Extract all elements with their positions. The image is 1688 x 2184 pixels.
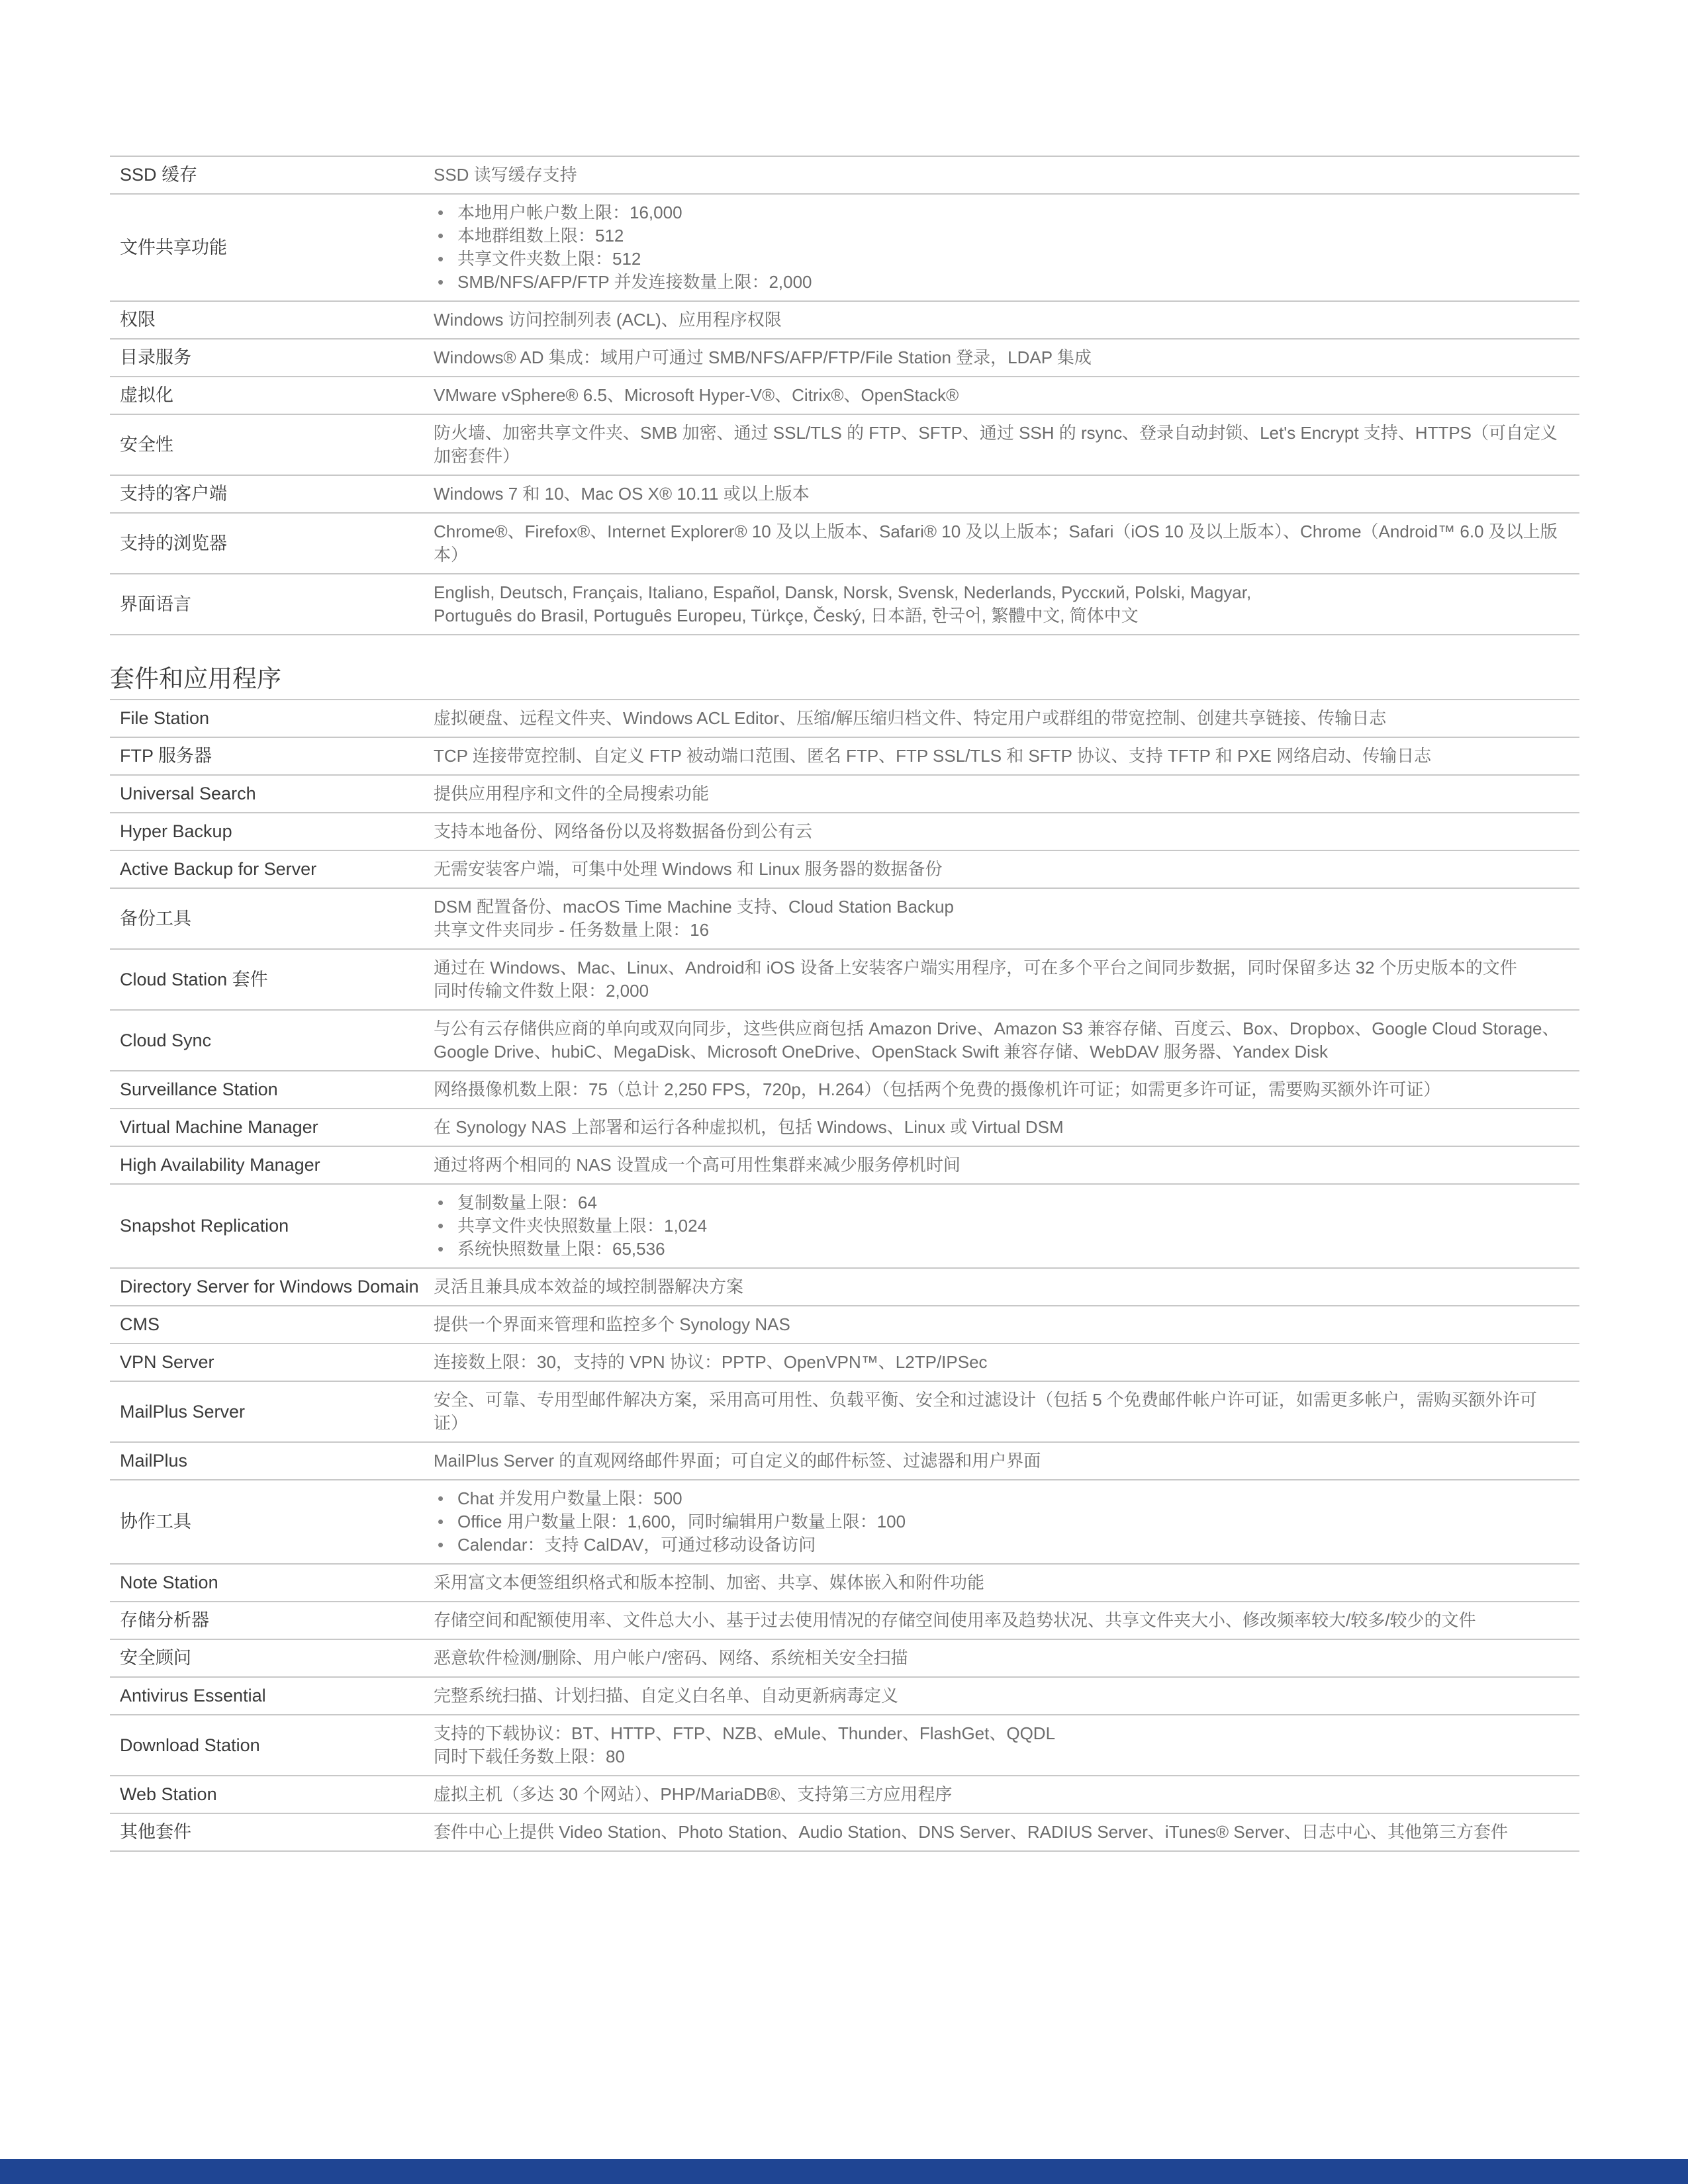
row-value: Windows 7 和 10、Mac OS X® 10.11 或以上版本 (434, 484, 810, 504)
row-value: TCP 连接带宽控制、自定义 FTP 被动端口范围、匿名 FTP、FTP SSL/TLS 和 SFTP 协议、支持 TFTP 和 PXE 网络启动、传输日志 (434, 746, 1432, 766)
table-row (110, 1306, 1579, 1344)
row-value: Windows® AD 集成：域用户可通过 SMB/NFS/AFP/FTP/File Station 登录，LDAP 集成 (434, 347, 1092, 367)
package-table (110, 699, 1579, 1852)
row-label: Virtual Machine Manager (120, 1117, 318, 1137)
row-label: 存储分析器 (120, 1610, 209, 1630)
bullet-list (434, 1191, 1560, 1261)
list-item: • 复制数量上限：64 (434, 1191, 1560, 1214)
row-label: 协作工具 (120, 1512, 191, 1531)
row-value: SSD 读写缓存支持 (434, 165, 577, 185)
row-value: Windows 访问控制列表 (ACL)、应用程序权限 (434, 310, 782, 330)
table-row (110, 1480, 1579, 1565)
table-row (110, 889, 1579, 950)
list-item: • SMB/NFS/AFP/FTP 并发连接数量上限：2,000 (434, 271, 1560, 294)
row-label: 安全顾问 (120, 1648, 191, 1668)
row-value: 支持本地备份、网络备份以及将数据备份到公有云 (434, 821, 813, 841)
row-label: File Station (120, 708, 210, 728)
row-label: VPN Server (120, 1352, 214, 1372)
table-row (110, 1715, 1579, 1776)
row-value: 灵活且兼具成本效益的域控制器解决方案 (434, 1277, 744, 1297)
row-value: VMware vSphere® 6.5、Microsoft Hyper-V®、Citrix®、OpenStack® (434, 385, 959, 405)
row-label: FTP 服务器 (120, 746, 212, 766)
table-row (110, 1443, 1579, 1480)
table-row (110, 1147, 1579, 1185)
row-value (434, 895, 1579, 942)
table-row (110, 1344, 1579, 1382)
table-row (110, 738, 1579, 776)
row-value: 存储空间和配额使用率、文件总大小、基于过去使用情况的存储空间使用率及趋势状况、共享文件夹大小、修改频率较大/较多/较少的文件 (434, 1610, 1476, 1630)
table-row (110, 157, 1579, 195)
value-line: Português do Brasil, Português Europeu, Türkçe, Český, 日本語, 한국어, 繁體中文, 简体中文 (434, 606, 1139, 625)
row-value: 套件中心上提供 Video Station、Photo Station、Audio Station、DNS Server、RADIUS Server、iTunes® Server、日志中心、其他第三方套件 (434, 1822, 1508, 1842)
list-item: • 本地用户帐户数上限：16,000 (434, 201, 1560, 224)
row-label: 备份工具 (120, 908, 191, 929)
table-row (110, 776, 1579, 813)
table-row (110, 514, 1579, 574)
table-row (110, 1011, 1579, 1071)
row-label: Hyper Backup (120, 821, 232, 841)
row-label: 目录服务 (120, 347, 191, 367)
table-row (110, 851, 1579, 889)
row-label: Directory Server for Windows Domain (120, 1277, 419, 1297)
footer-bar (0, 2159, 1688, 2184)
bullet-list (434, 1487, 1560, 1557)
table-row (110, 1678, 1579, 1715)
row-label: Cloud Sync (120, 1030, 212, 1050)
row-label: 权限 (120, 310, 156, 330)
value-line: 支持的下载协议：BT、HTTP、FTP、NZB、eMule、Thunder、FlashGet、QQDL (434, 1723, 1056, 1743)
row-label: 界面语言 (120, 594, 191, 614)
table-row (110, 813, 1579, 851)
list-item: • 本地群组数上限：512 (434, 224, 1560, 248)
row-label: Active Backup for Server (120, 859, 317, 879)
row-label: 安全性 (120, 434, 173, 455)
row-label: Web Station (120, 1784, 217, 1804)
row-value: MailPlus Server 的直观网络邮件界面；可自定义的邮件标签、过滤器和用户界面 (434, 1451, 1041, 1471)
row-label: 其他套件 (120, 1822, 191, 1842)
row-label: 文件共享功能 (120, 237, 227, 257)
list-item: • Chat 并发用户数量上限：500 (434, 1487, 1560, 1510)
value-line: DSM 配置备份、macOS Time Machine 支持、Cloud Station Backup (434, 897, 955, 917)
table-row (110, 1071, 1579, 1109)
row-value: 在 Synology NAS 上部署和运行各种虚拟机，包括 Windows、Linux 或 Virtual DSM (434, 1117, 1064, 1137)
list-item: • 共享文件夹数上限：512 (434, 248, 1560, 271)
row-value: 安全、可靠、专用型邮件解决方案，采用高可用性、负载平衡、安全和过滤设计（包括 5 个免费邮件帐户许可证，如需更多帐户，需购买额外许可证） (434, 1390, 1537, 1433)
row-label: High Availability Manager (120, 1155, 320, 1175)
table-row (110, 476, 1579, 514)
table-row (110, 1640, 1579, 1678)
row-label: Universal Search (120, 784, 256, 803)
table-row (110, 950, 1579, 1011)
row-value: 无需安装客户端，可集中处理 Windows 和 Linux 服务器的数据备份 (434, 859, 943, 879)
value-line: 共享文件夹同步 - 任务数量上限：16 (434, 920, 710, 940)
table-row (110, 340, 1579, 377)
row-value (434, 956, 1579, 1003)
row-label: Antivirus Essential (120, 1686, 266, 1706)
row-label: CMS (120, 1314, 160, 1334)
row-value (434, 1487, 1579, 1557)
value-line: 通过在 Windows、Mac、Linux、Android和 iOS 设备上安装客户端实用程序，可在多个平台之间同步数据，同时保留多达 32 个历史版本的文件 (434, 958, 1517, 978)
row-label: Cloud Station 套件 (120, 969, 268, 989)
row-value (434, 201, 1579, 294)
table-row (110, 195, 1579, 302)
row-value: 与公有云存储供应商的单向或双向同步，这些供应商包括 Amazon Drive、Amazon S3 兼容存储、百度云、Box、Dropbox、Google Cloud Storage、Google Drive、hubiC、MegaDisk、Microsoft OneDrive、OpenStack Swift 兼容存储、WebDAV 服务器、Yandex Disk (434, 1019, 1560, 1062)
table-row (110, 302, 1579, 340)
row-value: 防火墙、加密共享文件夹、SMB 加密、通过 SSL/TLS 的 FTP、SFTP、通过 SSH 的 rsync、登录自动封锁、Let's Encrypt 支持、HTTPS（可自定义加密套件） (434, 423, 1558, 466)
table-row (110, 574, 1579, 635)
row-label: Note Station (120, 1572, 218, 1592)
list-item: • 共享文件夹快照数量上限：1,024 (434, 1214, 1560, 1238)
row-value: 网络摄像机数上限：75（总计 2,250 FPS，720p，H.264）（包括两个免费的摄像机许可证；如需更多许可证，需要购买额外许可证） (434, 1079, 1441, 1099)
row-value: 提供应用程序和文件的全局搜索功能 (434, 784, 710, 803)
table-row (110, 700, 1579, 738)
row-label: MailPlus (120, 1451, 188, 1471)
spec-table (110, 156, 1579, 635)
bullet-list (434, 201, 1560, 294)
list-item: • Calendar：支持 CalDAV，可通过移动设备访问 (434, 1533, 1560, 1557)
table-row (110, 415, 1579, 476)
row-value: 提供一个界面来管理和监控多个 Synology NAS (434, 1314, 790, 1334)
row-label: SSD 缓存 (120, 165, 198, 185)
row-value: 恶意软件检测/删除、用户帐户/密码、网络、系统相关安全扫描 (434, 1648, 908, 1668)
row-value (434, 1191, 1579, 1261)
list-item: • Office 用户数量上限：1,600，同时编辑用户数量上限：100 (434, 1510, 1560, 1533)
row-value: 采用富文本便签组织格式和版本控制、加密、共享、媒体嵌入和附件功能 (434, 1572, 985, 1592)
row-value (434, 1722, 1579, 1768)
row-label: Snapshot Replication (120, 1216, 289, 1236)
row-label: Download Station (120, 1735, 260, 1755)
value-line: English, Deutsch, Français, Italiano, Español, Dansk, Norsk, Svensk, Nederlands, Русский, Polski, Magyar, (434, 582, 1252, 602)
row-label: MailPlus Server (120, 1401, 246, 1422)
table-row (110, 1382, 1579, 1443)
value-line: 同时传输文件数上限：2,000 (434, 981, 649, 1001)
table-row (110, 377, 1579, 415)
table-row (110, 1814, 1579, 1852)
value-line: 同时下载任务数上限：80 (434, 1747, 625, 1766)
row-value: Chrome®、Firefox®、Internet Explorer® 10 及以上版本、Safari® 10 及以上版本；Safari（iOS 10 及以上版本）、Chrome（Android™ 6.0 及以上版本） (434, 522, 1558, 565)
row-label: Surveillance Station (120, 1079, 278, 1099)
row-value: 通过将两个相同的 NAS 设置成一个高可用性集群来减少服务停机时间 (434, 1155, 961, 1175)
table-row (110, 1109, 1579, 1147)
row-label: 支持的客户端 (120, 484, 227, 504)
table-row (110, 1269, 1579, 1306)
row-value: 完整系统扫描、计划扫描、自定义白名单、自动更新病毒定义 (434, 1686, 899, 1706)
row-label: 虚拟化 (120, 385, 173, 405)
row-value (434, 581, 1579, 627)
row-label: 支持的浏览器 (120, 533, 227, 553)
table-row (110, 1602, 1579, 1640)
row-value: 虚拟硬盘、远程文件夹、Windows ACL Editor、压缩/解压缩归档文件、特定用户或群组的带宽控制、创建共享链接、传输日志 (434, 708, 1387, 728)
table-row (110, 1565, 1579, 1602)
table-row (110, 1185, 1579, 1269)
row-value: 连接数上限：30，支持的 VPN 协议：PPTP、OpenVPN™、L2TP/IPSec (434, 1352, 988, 1372)
spec-sheet (110, 156, 1579, 1852)
row-value: 虚拟主机（多达 30 个网站）、PHP/MariaDB®、支持第三方应用程序 (434, 1784, 953, 1804)
section-title-packages: 套件和应用程序 (110, 665, 281, 692)
list-item: • 系统快照数量上限：65,536 (434, 1238, 1560, 1261)
table-row (110, 1776, 1579, 1814)
